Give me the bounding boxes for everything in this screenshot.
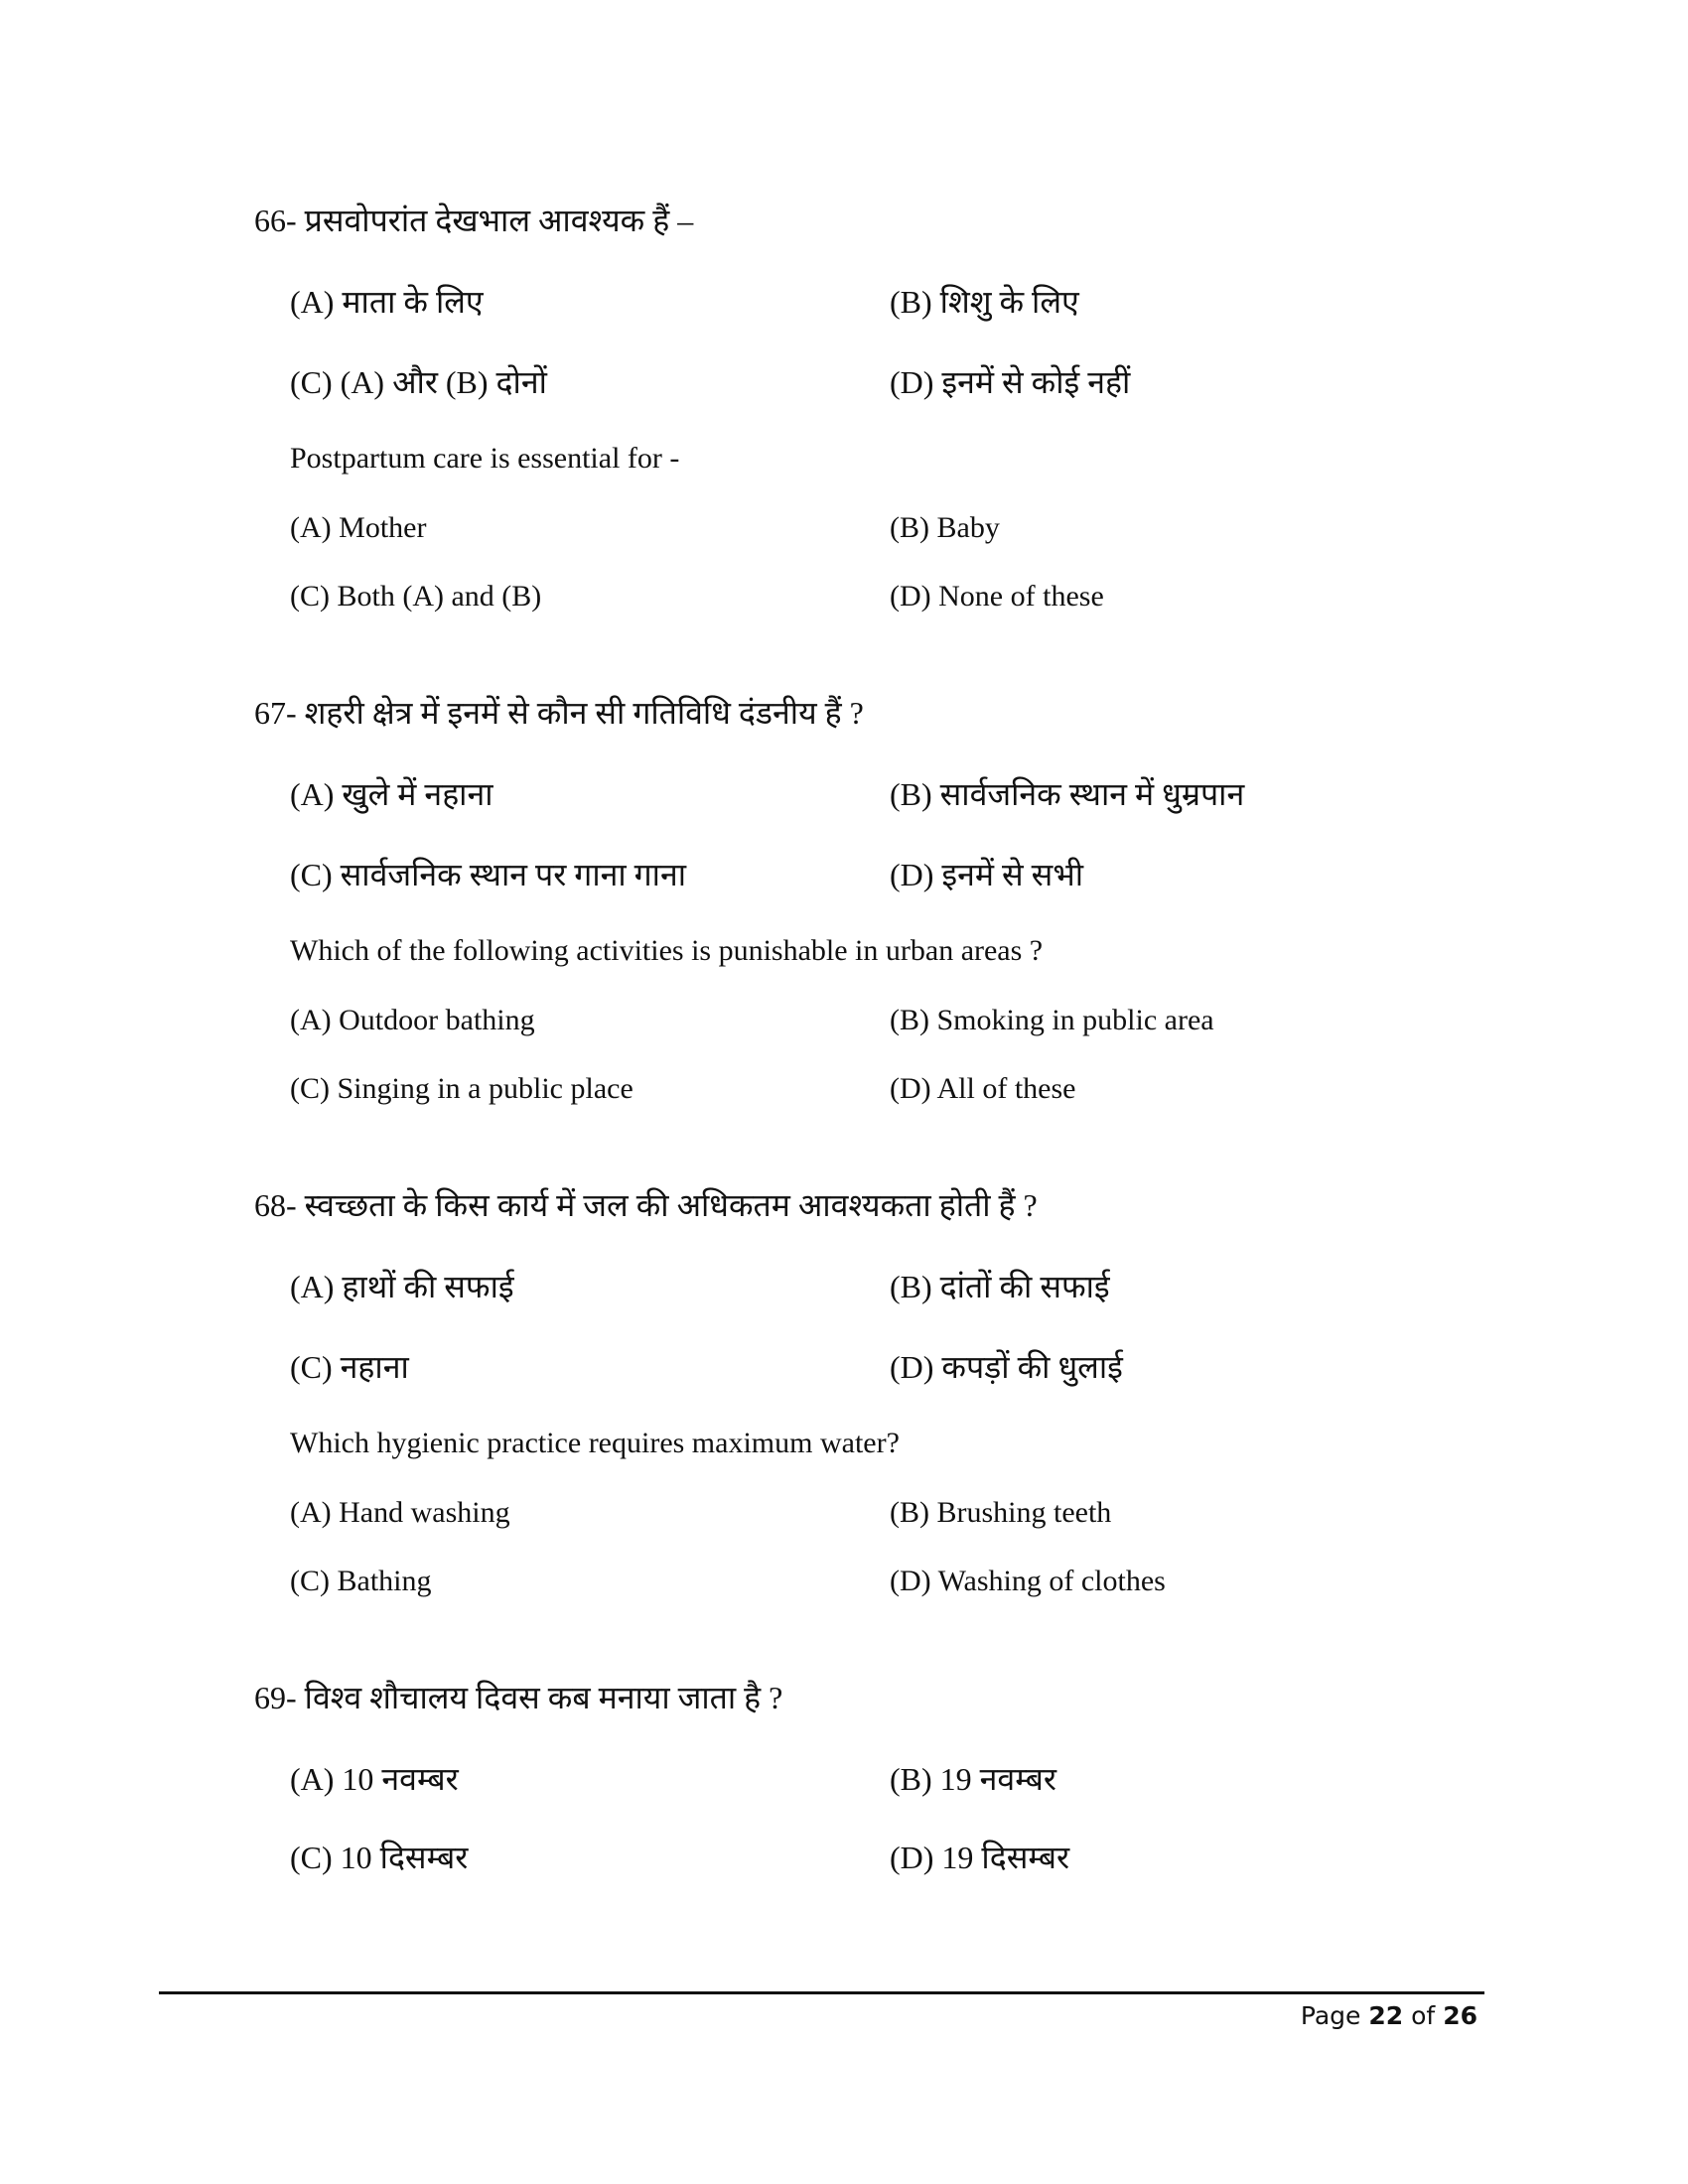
option-c-hindi: (C) (A) और (B) दोनों bbox=[290, 364, 547, 400]
option-d-hindi: (D) कपड़ों की धुलाई bbox=[890, 1349, 1123, 1385]
option-a-hindi: (A) हाथों की सफाई bbox=[290, 1269, 514, 1304]
option-d-hindi: (D) इनमें से सभी bbox=[890, 857, 1084, 892]
option-b-hindi: (B) 19 नवम्बर bbox=[890, 1761, 1056, 1797]
question-hindi: 68- स्वच्छता के किस कार्य में जल की अधिकतम आवश्यकता होती हैं ? bbox=[254, 1187, 1038, 1223]
option-d-english: (D) None of these bbox=[890, 580, 1104, 613]
page-of: of bbox=[1411, 2001, 1436, 2030]
option-b-hindi: (B) शिशु के लिए bbox=[890, 284, 1079, 320]
option-a-hindi: (A) माता के लिए bbox=[290, 284, 484, 320]
current-page: 22 bbox=[1368, 2001, 1404, 2030]
option-d-english: (D) All of these bbox=[890, 1072, 1076, 1105]
option-c-english: (C) Bathing bbox=[290, 1565, 432, 1597]
option-b-english: (B) Baby bbox=[890, 511, 1000, 544]
question-english: Postpartum care is essential for - bbox=[290, 442, 680, 475]
option-a-english: (A) Mother bbox=[290, 511, 427, 544]
question-hindi: 66- प्रसवोपरांत देखभाल आवश्यक हैं – bbox=[254, 203, 694, 238]
page-prefix: Page bbox=[1300, 2001, 1361, 2030]
option-c-english: (C) Singing in a public place bbox=[290, 1072, 633, 1105]
option-b-english: (B) Smoking in public area bbox=[890, 1004, 1214, 1036]
option-a-english: (A) Hand washing bbox=[290, 1496, 510, 1529]
question-english: Which hygienic practice requires maximum water? bbox=[290, 1427, 900, 1459]
option-c-hindi: (C) सार्वजनिक स्थान पर गाना गाना bbox=[290, 857, 687, 892]
option-a-hindi: (A) खुले में नहाना bbox=[290, 776, 493, 812]
option-b-hindi: (B) दांतों की सफाई bbox=[890, 1269, 1110, 1304]
option-d-english: (D) Washing of clothes bbox=[890, 1565, 1166, 1597]
option-c-english: (C) Both (A) and (B) bbox=[290, 580, 542, 613]
page-number bbox=[1301, 2001, 1477, 2030]
option-a-hindi: (A) 10 नवम्बर bbox=[290, 1761, 459, 1797]
total-pages: 26 bbox=[1443, 2001, 1477, 2030]
question-hindi: 67- शहरी क्षेत्र में इनमें से कौन सी गतिविधि दंडनीय हैं ? bbox=[254, 695, 864, 731]
option-a-english: (A) Outdoor bathing bbox=[290, 1004, 535, 1036]
option-b-english: (B) Brushing teeth bbox=[890, 1496, 1112, 1529]
question-english: Which of the following activities is punishable in urban areas ? bbox=[290, 934, 1044, 967]
option-d-hindi: (D) 19 दिसम्बर bbox=[890, 1840, 1070, 1875]
question-hindi: 69- विश्व शौचालय दिवस कब मनाया जाता है ? bbox=[254, 1680, 783, 1715]
option-d-hindi: (D) इनमें से कोई नहीं bbox=[890, 364, 1131, 400]
footer-divider bbox=[159, 1991, 1484, 1994]
option-c-hindi: (C) 10 दिसम्बर bbox=[290, 1840, 469, 1875]
option-b-hindi: (B) सार्वजनिक स्थान में धुम्रपान bbox=[890, 776, 1245, 812]
option-c-hindi: (C) नहाना bbox=[290, 1349, 409, 1385]
